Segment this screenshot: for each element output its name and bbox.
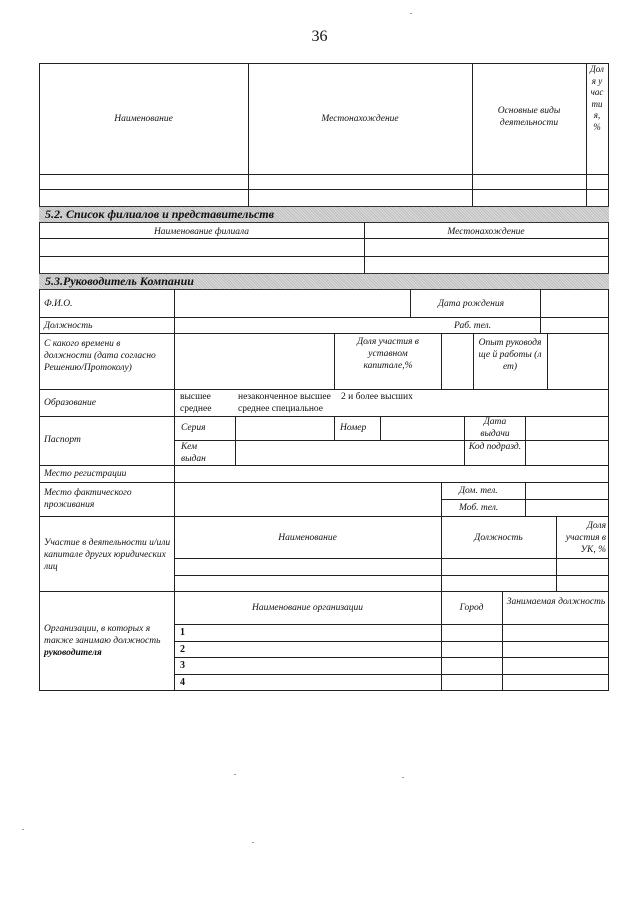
education-label: Образование — [44, 398, 96, 408]
education-option-higher: высшее — [180, 392, 211, 402]
organizations-position-header: Занимаемая должность — [506, 597, 606, 607]
passport-issued-by-label: Кем выдан — [181, 442, 206, 464]
organization-row-number: 2 — [180, 644, 185, 655]
birth-date-label: Дата рождения — [438, 299, 505, 309]
organization-row-number: 3 — [180, 660, 185, 671]
section-5-3-title: 5.3.Руководитель Компании — [45, 274, 194, 288]
scan-speck — [22, 829, 24, 830]
since-when-label: С какого времени в должности (дата согласно Решению/Протоколу) — [44, 339, 156, 373]
capital-share-label: Доля участия в уставном капитале,% — [357, 337, 419, 371]
header-name: Наименование — [114, 114, 173, 124]
scan-speck — [402, 777, 404, 778]
education-option-secondary: среднее — [180, 404, 212, 414]
passport-label: Паспорт — [44, 435, 81, 445]
page-number: 36 — [311, 28, 328, 45]
passport-series-label: Серия — [181, 423, 206, 433]
fio-label: Ф.И.О. — [44, 299, 73, 309]
participation-name-header: Наименование — [278, 533, 337, 543]
organizations-name-header: Наименование организации — [251, 603, 364, 613]
organization-row-number: 1 — [180, 627, 185, 638]
scan-speck — [410, 13, 412, 14]
header-activities: Основные виды деятельности — [497, 106, 561, 128]
participation-share-header: Доля участия в УК, % — [565, 521, 606, 555]
passport-issue-date-label: Дата выдачи — [480, 417, 510, 439]
organizations-label-text: Организации, в которых я также занимаю должность — [44, 624, 161, 646]
passport-division-code-label: Код подразд. — [468, 442, 522, 452]
organizations-label — [44, 623, 172, 659]
home-phone-label: Дом. тел. — [459, 486, 498, 496]
branch-name-header: Наименование филиала — [153, 227, 250, 237]
work-phone-label: Раб. тел. — [454, 321, 492, 331]
scan-speck — [234, 774, 236, 775]
education-option-multiple-higher: 2 и более высших — [341, 392, 413, 402]
section-5-2-title-bar — [39, 206, 609, 223]
scan-speck — [252, 842, 254, 843]
branch-location-header: Местонахождение — [447, 227, 525, 237]
organization-row-number: 4 — [180, 677, 185, 688]
education-option-incomplete-higher: незаконченное высшее — [238, 392, 331, 402]
education-option-secondary-special: среднее специальное — [238, 404, 324, 414]
section-5-2-title: 5.2. Список филиалов и представительств — [45, 207, 274, 221]
header-location: Местонахождение — [321, 114, 399, 124]
participation-position-header: Должность — [474, 533, 523, 543]
organizations-label-bold: руководителя — [44, 648, 102, 658]
actual-residence-label: Место фактического проживания — [44, 488, 132, 510]
registration-place-label: Место регистрации — [44, 469, 127, 479]
section-5-3-title-bar — [39, 273, 609, 290]
organizations-city-header: Город — [459, 603, 484, 613]
passport-number-label: Номер — [340, 423, 367, 433]
experience-label: Опыт руководяще й работы (лет) — [478, 338, 542, 372]
participation-label: Участие в деятельности и/или капитале других юридических лиц — [44, 538, 171, 572]
position-label: Должность — [44, 321, 93, 331]
mobile-phone-label: Моб. тел. — [459, 503, 499, 513]
header-share: Доля участия, % — [590, 64, 604, 132]
